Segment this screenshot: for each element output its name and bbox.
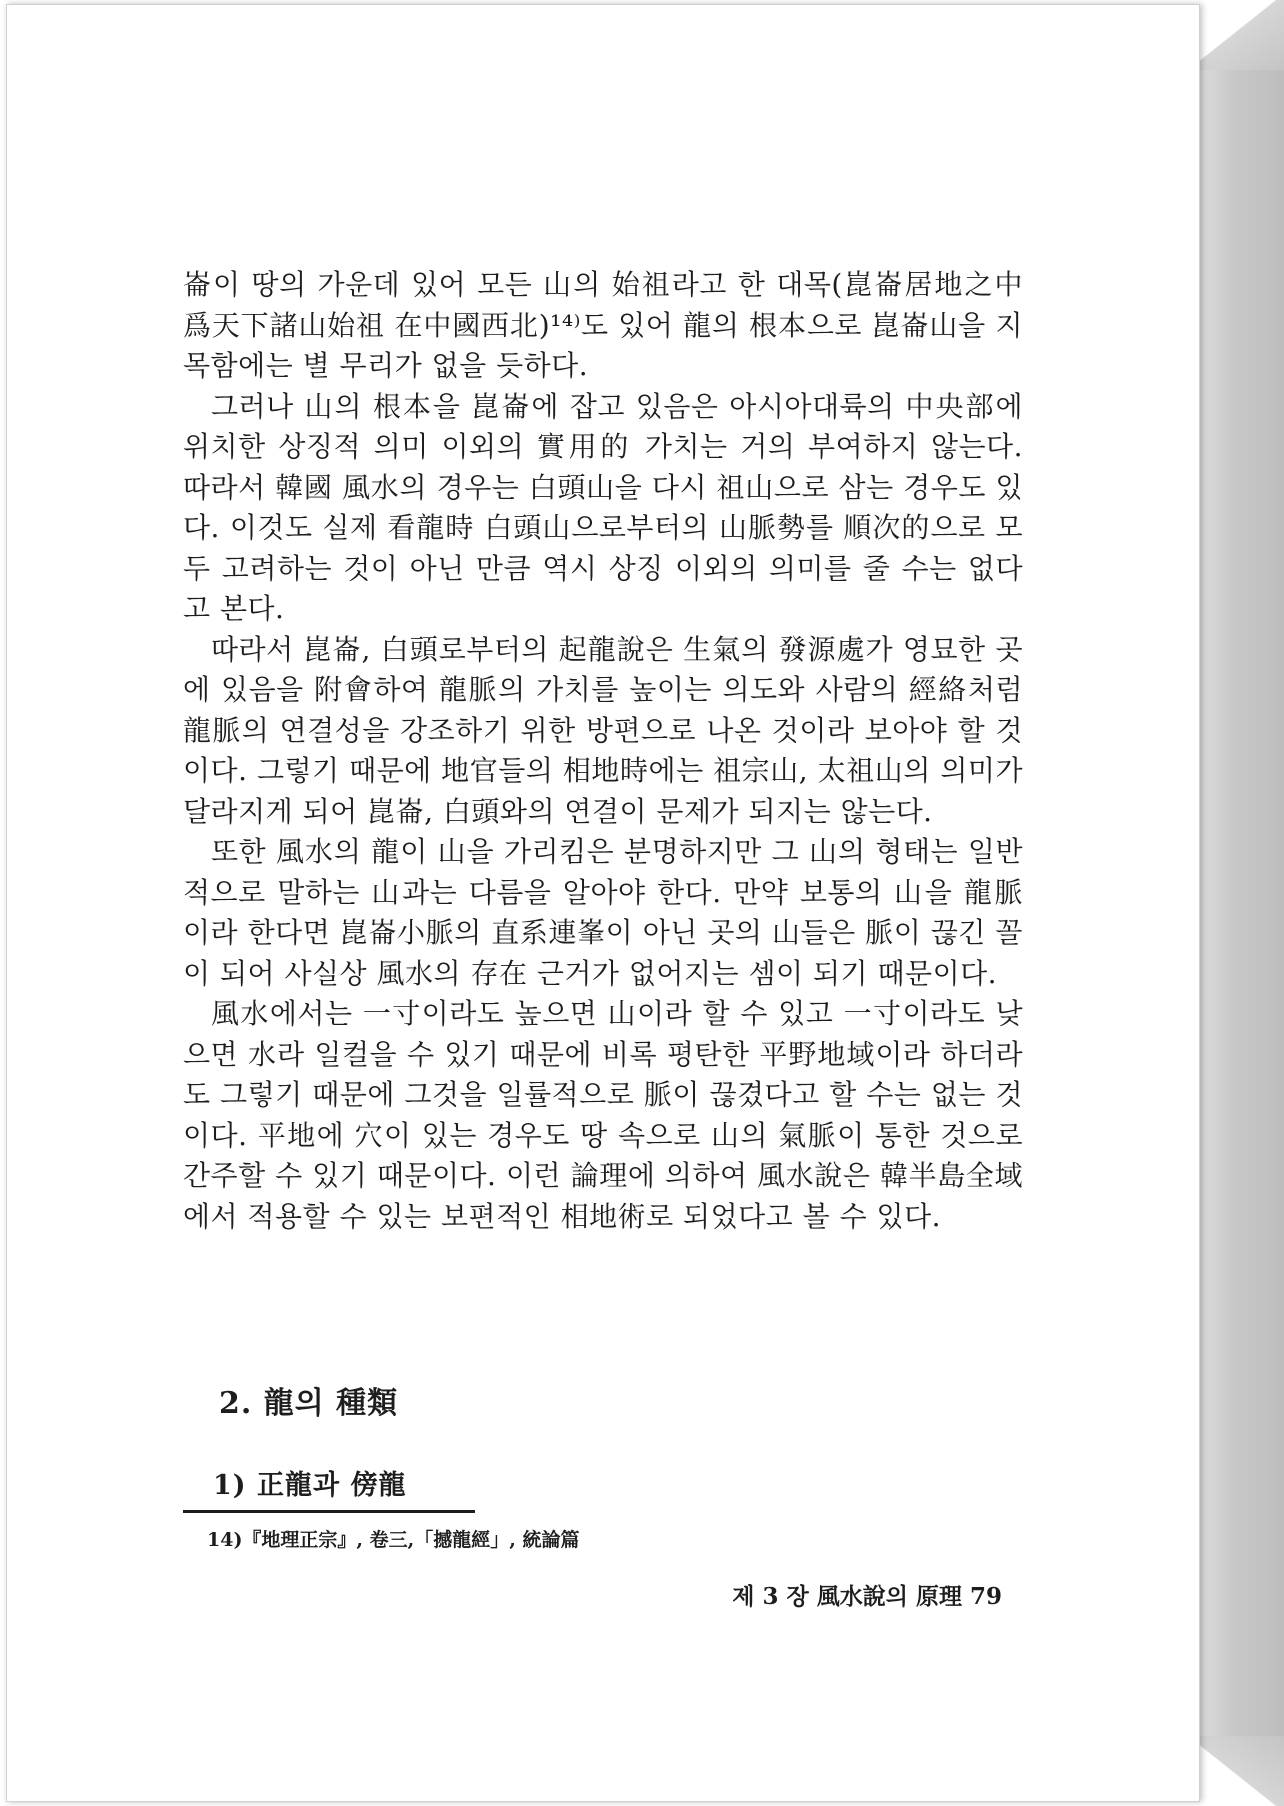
body-text <box>183 265 1023 1237</box>
subsection-heading: 1) 正龍과 傍龍 <box>213 1470 407 1501</box>
footnote: 14)『地理正宗』, 卷三,「撼龍經」, 統論篇 <box>207 1529 580 1551</box>
page-footer: 제 3 장 風水說의 原理 79 <box>732 1583 1002 1610</box>
book-edge-top <box>1196 0 1284 70</box>
paragraph-5: 風水에서는 一寸이라도 높으면 山이라 할 수 있고 一寸이라도 낮으면 水라 일컬을 수 있기 때문에 비록 평탄한 平野地域이라 하더라도 그렇기 때문에 그것을 일률적으로 脈이 끊겼다고 할 수는 없는 것이다. 平地에 穴이 있는 경우도 땅 속으로 山의 氣脈이 통한 것으로 간주할 수 있기 때문이다. 이런 論理에 의하여 風水說은 韓半島全域에서 적용할 수 있는 보편적인 相地術로 되었다고 볼 수 있다. <box>183 997 1023 1233</box>
book-edge <box>1200 0 1284 1806</box>
paragraph-2: 그러나 山의 根本을 崑崙에 잡고 있음은 아시아대륙의 中央部에 위치한 상징적 의미 이외의 實用的 가치는 거의 부여하지 않는다. 따라서 韓國 風水의 경우는 白頭山을 다시 祖山으로 삼는 경우도 있다. 이것도 실제 看龍時 白頭山으로부터의 山脈勢를 順次的으로 모두 고려하는 것이 아닌 만큼 역시 상징 이외의 의미를 줄 수는 없다고 본다. <box>183 389 1023 625</box>
paragraph-3: 따라서 崑崙, 白頭로부터의 起龍說은 生氣의 發源處가 영묘한 곳에 있음을 附會하여 龍脈의 가치를 높이는 의도와 사람의 經絡처럼 龍脈의 연결성을 강조하기 위한 방편으로 나온 것이라 보아야 할 것이다. 그렇기 때문에 地官들의 相地時에는 祖宗山, 太祖山의 의미가 달라지게 되어 崑崙, 白頭와의 연결이 문제가 되지는 않는다. <box>183 632 1023 828</box>
book-page <box>6 4 1200 1802</box>
book-edge-bottom <box>1196 1736 1284 1806</box>
paragraph-1: 崙이 땅의 가운데 있어 모든 山의 始祖라고 한 대목(崑崙居地之中爲天下諸山始祖 在中國西北)¹⁴⁾도 있어 龍의 根本으로 崑崙山을 지목함에는 별 무리가 없을 듯하다. <box>183 268 1023 382</box>
paragraph-4: 또한 風水의 龍이 山을 가리킴은 분명하지만 그 山의 형태는 일반적으로 말하는 山과는 다름을 알아야 한다. 만약 보통의 山을 龍脈이라 한다면 崑崙小脈의 直系連峯이 아닌 곳의 山들은 脈이 끊긴 꼴이 되어 사실상 風水의 存在 근거가 없어지는 셈이 되기 때문이다. <box>183 835 1023 990</box>
footnote-divider <box>183 1510 475 1513</box>
section-heading: 2. 龍의 種類 <box>219 1386 399 1421</box>
